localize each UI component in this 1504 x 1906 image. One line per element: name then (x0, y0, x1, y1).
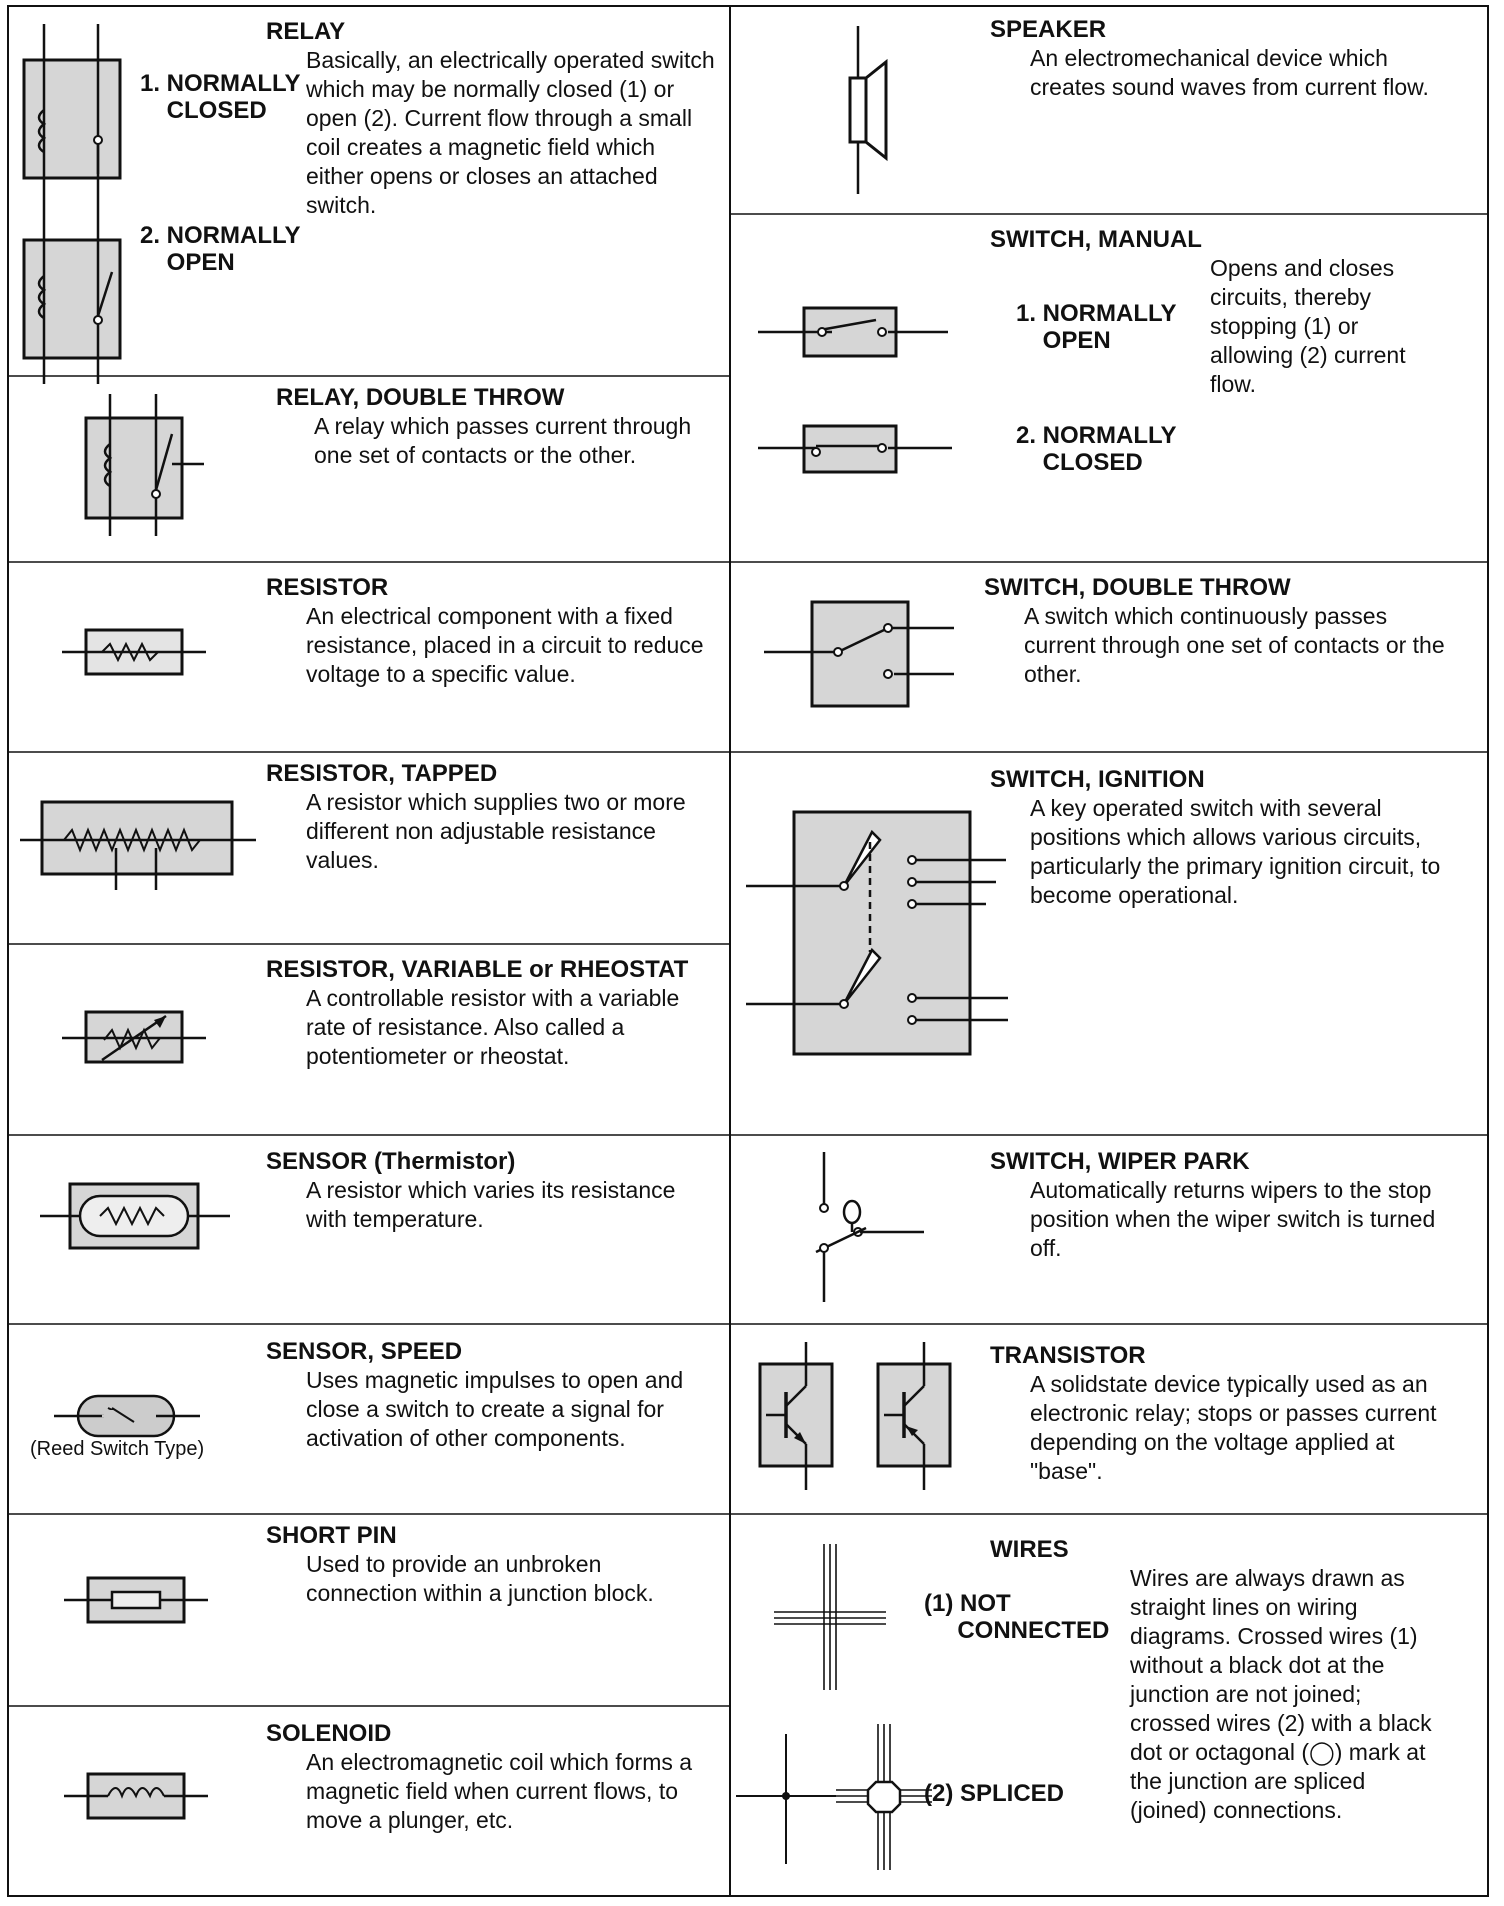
switch-wiper-park-symbol (800, 1152, 960, 1312)
sensor-thermistor-title: SENSOR (Thermistor) (266, 1148, 516, 1175)
transistor-description: A solidstate device typically used as an electronic relay; stops or passes current depending on the voltage applied at "base". (1030, 1371, 1437, 1484)
relay-double-throw-description: A relay which passes current through one set of contacts or the other. (314, 413, 692, 468)
transistor-npn-symbol (760, 1342, 832, 1490)
switch-manual-title: SWITCH, MANUAL (990, 226, 1202, 253)
transistor-title: TRANSISTOR (990, 1342, 1146, 1369)
short-pin-description: Used to provide an unbroken connection within a junction block. (306, 1551, 654, 1606)
switch-ignition-symbol (746, 806, 1026, 1066)
switch-double-throw-title: SWITCH, DOUBLE THROW (984, 574, 1291, 601)
solenoid-description: An electromagnetic coil which forms a magnetic field when current flows, to move a plunger, etc. (306, 1749, 693, 1833)
relay-double-throw-symbol (80, 394, 220, 544)
relay-option-normally-open: 2. NORMALLY OPEN (140, 222, 301, 276)
resistor-description: An electrical component with a fixed resistance, placed in a circuit to reduce voltage to a specific value. (306, 603, 704, 687)
switch-manual-description: Opens and closes circuits, thereby stopping (1) or allowing (2) current flow. (1210, 255, 1406, 397)
switch-ignition-title: SWITCH, IGNITION (990, 766, 1205, 793)
resistor-symbol (62, 626, 222, 686)
speaker-title: SPEAKER (990, 16, 1107, 43)
speaker-description: An electromechanical device which creates sound waves from current flow. (1030, 45, 1429, 100)
switch-manual-option-normally-closed: 2. NORMALLY CLOSED (1016, 422, 1177, 476)
switch-manual-normally-open-symbol (758, 308, 948, 356)
resistor-title: RESISTOR (266, 574, 389, 601)
wires-option-spliced: (2) SPLICED (924, 1780, 1065, 1807)
sensor-speed-note: (Reed Switch Type) (30, 1438, 205, 1460)
solenoid-title: SOLENOID (266, 1720, 392, 1747)
wires-spliced-symbol (736, 1724, 936, 1874)
switch-manual-normally-closed-symbol (758, 426, 952, 472)
wires-not-connected-symbol (774, 1544, 894, 1694)
sensor-thermistor-description: A resistor which varies its resistance with temperature. (306, 1177, 676, 1232)
resistor-tapped-title: RESISTOR, TAPPED (266, 760, 498, 787)
switch-wiper-park-description: Automatically returns wipers to the stop position when the wiper switch is turned off. (1030, 1177, 1436, 1261)
sensor-thermistor-symbol (40, 1180, 240, 1260)
transistor-pnp-symbol (878, 1342, 950, 1490)
wires-description: Wires are always drawn as straight lines on wiring diagrams. Crossed wires (1) without a black dot at the junction are not joined; crossed wires (2) with a black dot or octagonal (◯) mark at the junction are spliced (joined) connections. (1130, 1565, 1432, 1823)
short-pin-symbol (64, 1574, 224, 1634)
relay-title: RELAY (266, 18, 346, 45)
switch-manual-option-normally-open: 1. NORMALLY OPEN (1016, 300, 1177, 354)
transistor-symbol (756, 1342, 996, 1492)
relay-double-throw-title: RELAY, DOUBLE THROW (276, 384, 565, 411)
resistor-tapped-description: A resistor which supplies two or more different non adjustable resistance values. (306, 789, 686, 873)
wires-title: WIRES (990, 1536, 1069, 1563)
solenoid-symbol (64, 1770, 224, 1830)
switch-double-throw-symbol (764, 598, 964, 728)
sensor-speed-description: Uses magnetic impulses to open and close a switch to create a signal for activation of other components. (306, 1367, 684, 1451)
relay-description: Basically, an electrically operated switch which may be normally closed (1) or open (2). Current flow through a small coil creates a magnetic field which either opens or closes an attached switch. (306, 47, 715, 218)
short-pin-title: SHORT PIN (266, 1522, 397, 1549)
switch-wiper-park-title: SWITCH, WIPER PARK (990, 1148, 1250, 1175)
relay-normally-open-symbol (24, 204, 120, 384)
wires-option-not-connected: (1) NOT CONNECTED (924, 1590, 1110, 1644)
relay-symbol (20, 24, 160, 364)
switch-double-throw-description: A switch which continuously passes current through one set of contacts or the other. (1024, 603, 1445, 687)
switch-ignition-description: A key operated switch with several positions which allows various circuits, particularly the primary ignition circuit, to become operational. (1030, 795, 1441, 908)
relay-option-normally-closed: 1. NORMALLY CLOSED (140, 70, 301, 124)
switch-manual-symbol (758, 300, 958, 500)
resistor-variable-symbol (62, 1008, 232, 1088)
resistor-variable-title: RESISTOR, VARIABLE or RHEOSTAT (266, 956, 689, 983)
resistor-variable-description: A controllable resistor with a variable rate of resistance. Also called a potentiometer or rheostat. (306, 985, 680, 1069)
sensor-speed-title: SENSOR, SPEED (266, 1338, 463, 1365)
resistor-tapped-symbol (20, 798, 260, 898)
speaker-symbol (836, 26, 916, 196)
relay-normally-closed-symbol (24, 24, 120, 204)
